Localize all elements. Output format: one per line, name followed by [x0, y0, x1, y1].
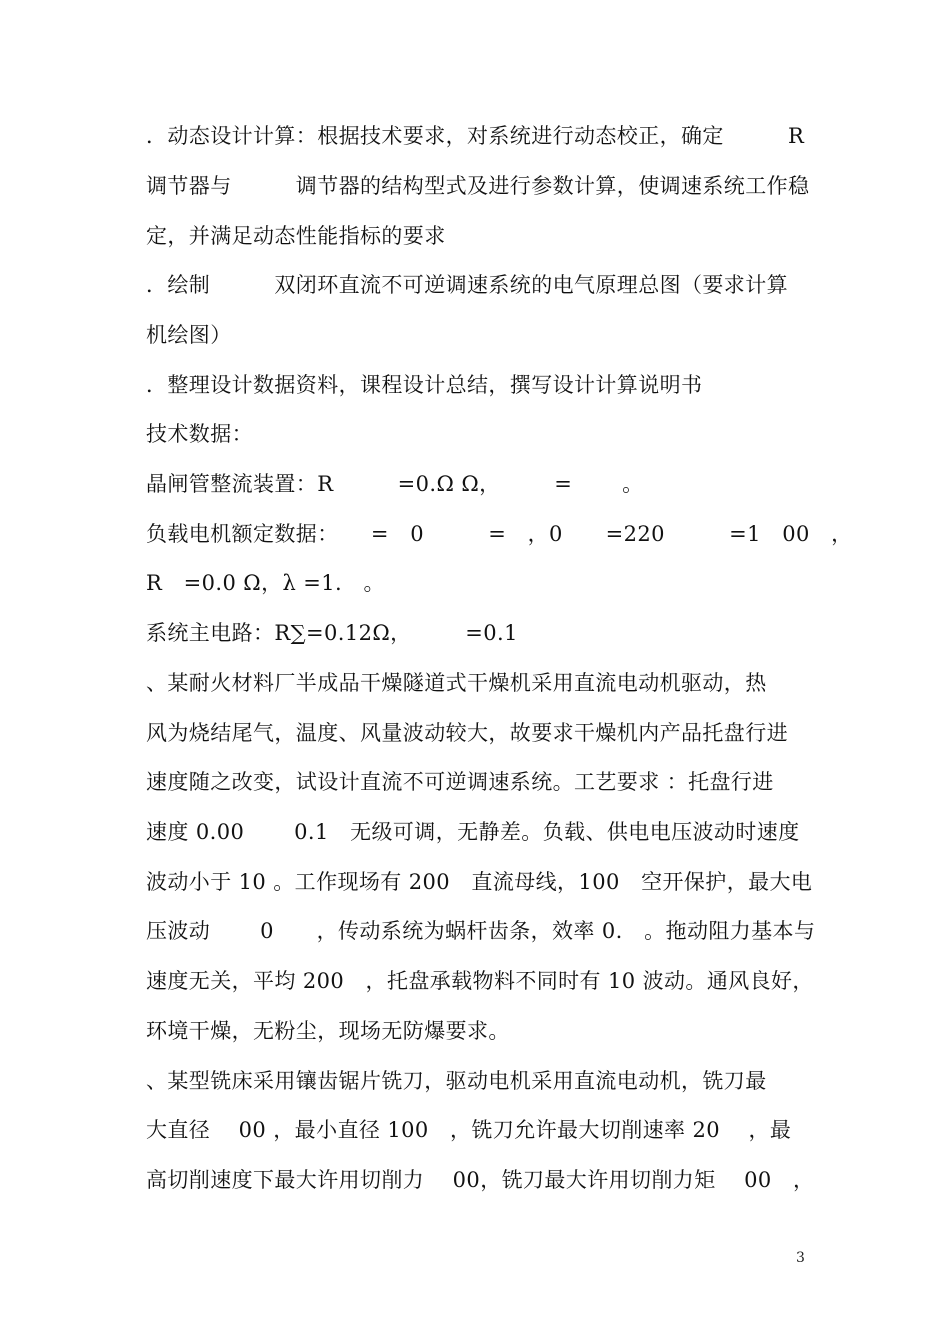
- text-line-regulator-structure: 调节器与 调节器的结构型式及进行参数计算，使调速系统工作稳: [146, 174, 810, 198]
- text-line-performance-requirements: 定，并满足动态性能指标的要求: [146, 224, 446, 248]
- text-line-dynamic-design: ．动态设计计算：根据技术要求，对系统进行动态校正，确定 R: [146, 124, 805, 148]
- page-number: 3: [796, 1250, 805, 1266]
- text-line-dryer-problem-6: 压波动 0 ，传动系统为蜗杆齿条，效率 0. 。拖动阻力基本与: [146, 919, 816, 943]
- text-line-milling-problem-3: 高切削速度下最大许用切削力 00，铣刀最大许用切削力矩 00 ，: [146, 1168, 815, 1192]
- text-line-motor-resistance: R =0.0 Ω，λ =1. 。: [146, 571, 385, 595]
- text-line-milling-problem-2: 大直径 00 ，最小直径 100 ，铣刀允许最大切削速率 20 ，最: [146, 1118, 792, 1142]
- text-line-dryer-problem-3: 速度随之改变，试设计直流不可逆调速系统。工艺要求 ：托盘行进: [146, 770, 774, 794]
- text-line-organize-data: ．整理设计数据资料，课程设计总结，撰写设计计算说明书: [146, 373, 703, 397]
- text-line-computer-drawing: 机绘图）: [146, 323, 232, 347]
- text-line-dryer-problem-5: 波动小于 10 。工作现场有 200 直流母线，100 空开保护，最大电: [146, 870, 813, 894]
- text-line-dryer-problem-8: 环境干燥，无粉尘，现场无防爆要求。: [146, 1019, 510, 1043]
- text-line-draw-schematic: ．绘制 双闭环直流不可逆调速系统的电气原理总图（要求计算: [146, 273, 788, 297]
- text-line-dryer-problem-4: 速度 0.00 0.1 无级可调，无静差。负载、供电电压波动时速度: [146, 820, 800, 844]
- text-line-main-circuit: 系统主电路：R∑=0.12Ω， =0.1: [146, 621, 518, 645]
- text-line-dryer-problem-2: 风为烧结尾气，温度、风量波动较大，故要求干燥机内产品托盘行进: [146, 721, 788, 745]
- text-line-dryer-problem-7: 速度无关，平均 200 ，托盘承载物料不同时有 10 波动。通风良好，: [146, 969, 814, 993]
- text-line-technical-data-heading: 技术数据：: [146, 422, 253, 446]
- text-line-motor-rating: 负载电机额定数据： = 0 = ，0 =220 =1 00 ，: [146, 522, 853, 546]
- text-line-milling-problem-1: 、某型铣床采用镶齿锯片铣刀，驱动电机采用直流电动机，铣刀最: [146, 1069, 767, 1093]
- text-line-thyristor-rectifier: 晶闸管整流装置：R =0.Ω Ω， = 。: [146, 472, 644, 496]
- text-line-dryer-problem-1: 、某耐火材料厂半成品干燥隧道式干燥机采用直流电动机驱动，热: [146, 671, 767, 695]
